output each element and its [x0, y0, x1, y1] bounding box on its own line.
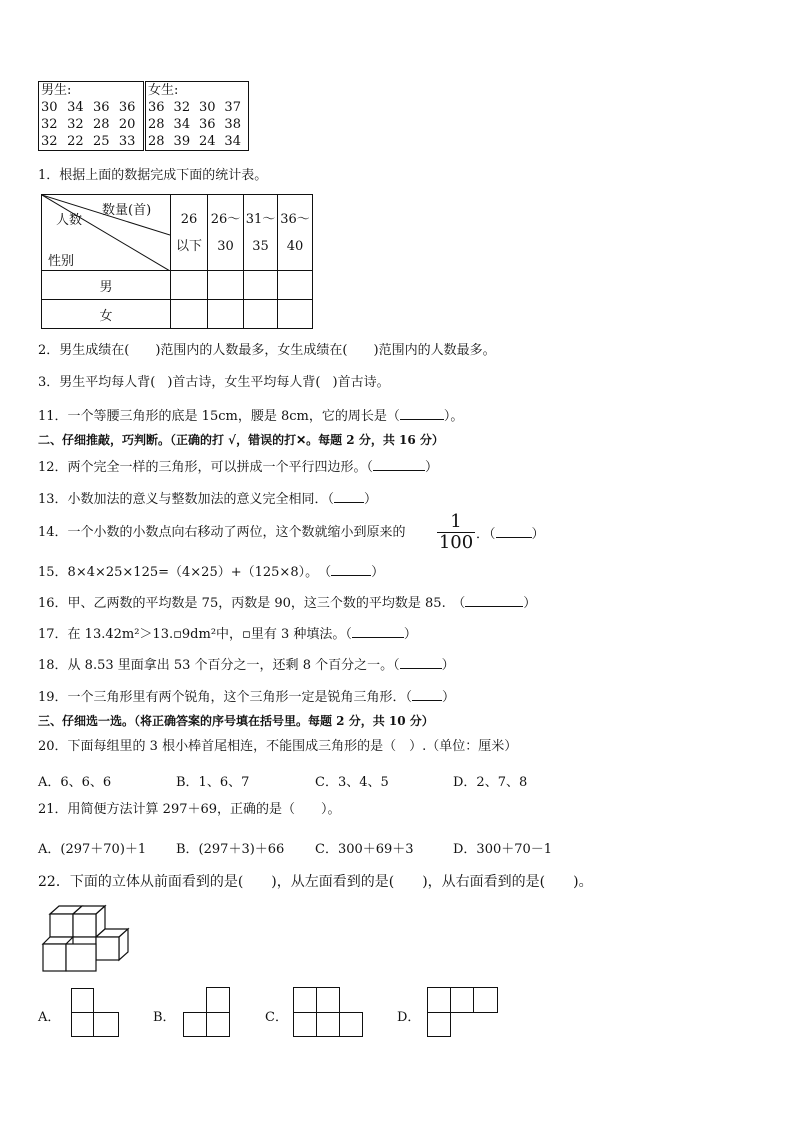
question-19: 19．一个三角形里有两个锐角，这个三角形一定是锐角三角形．（ ）: [38, 690, 456, 705]
girls-cell: 24: [198, 134, 216, 149]
boys-cell: 25: [92, 134, 110, 149]
girls-cell: 36: [148, 100, 165, 115]
q21-option-d[interactable]: D．300＋70－1: [453, 842, 553, 857]
q21-option-c[interactable]: C．300＋69＋3: [315, 842, 414, 857]
girls-cell: 37: [224, 100, 241, 115]
boys-cell: 30: [41, 100, 58, 115]
q22-view-c[interactable]: [293, 987, 363, 1037]
question-12: 12．两个完全一样的三角形，可以拼成一个平行四边形。（ ）: [38, 460, 439, 475]
girls-cell: 30: [198, 100, 216, 115]
boys-cell: 32: [67, 117, 84, 132]
answer-blank[interactable]: [400, 656, 442, 669]
range-col-1: 26 以下: [171, 195, 208, 271]
girls-data-table: [145, 81, 249, 151]
answer-cell[interactable]: [171, 300, 208, 329]
question-14: 14．一个小数的小数点向右移动了两位，这个数就缩小到原来的: [38, 525, 406, 540]
answer-cell[interactable]: [208, 300, 244, 329]
q22-view-a[interactable]: [71, 988, 119, 1037]
q22-label-d[interactable]: D．: [397, 1010, 421, 1025]
boys-cell: 22: [67, 134, 84, 149]
girls-cell: 34: [173, 117, 191, 132]
answer-blank[interactable]: [496, 525, 532, 538]
girls-cell: 38: [224, 117, 241, 132]
question-20: 20．下面每组里的 3 根小棒首尾相连，不能围成三角形的是（ ）.（单位：厘米）: [38, 739, 518, 754]
header-quantity: 数量(首): [102, 203, 152, 218]
question-3: 3．男生平均每人背( )首古诗，女生平均每人背( )首古诗。: [38, 375, 390, 390]
girls-cell: 28: [148, 134, 165, 149]
boys-cell: 36: [118, 100, 136, 115]
question-17: 17．在 13.42m²＞13.▫9dm²中，▫里有 3 种填法。（ ）: [38, 627, 417, 642]
girls-cell: 34: [224, 134, 241, 149]
answer-cell[interactable]: [278, 271, 313, 300]
question-2: 2．男生成绩在( )范围内的人数最多，女生成绩在( )范围内的人数最多。: [38, 343, 496, 358]
answer-blank[interactable]: [352, 625, 404, 638]
q20-option-a[interactable]: A．6、6、6: [38, 775, 112, 790]
question-21: 21．用简便方法计算 297＋69，正确的是（ ）。: [38, 802, 341, 817]
range-col-3: 31～ 35: [244, 195, 278, 271]
diagonal-header-cell: [42, 195, 171, 271]
answer-blank[interactable]: [331, 563, 371, 576]
q20-option-d[interactable]: D．2、7、8: [453, 775, 528, 790]
section-3-heading: 三、仔细选一选。（将正确答案的序号填在括号里。每题 2 分，共 10 分）: [38, 714, 434, 728]
range-col-2: 26～ 30: [208, 195, 244, 271]
range-col-4: 36～ 40: [278, 195, 313, 271]
boys-cell: 28: [92, 117, 110, 132]
answer-blank[interactable]: [334, 490, 364, 503]
girls-title: 女生:: [148, 83, 179, 98]
girls-cell: 36: [198, 117, 216, 132]
question-14-tail: ．（ ）: [476, 527, 545, 542]
boys-cell: 36: [92, 100, 110, 115]
answer-blank[interactable]: [373, 458, 425, 471]
answer-cell[interactable]: [244, 271, 278, 300]
girls-cell: 39: [173, 134, 191, 149]
boys-cell: 33: [118, 134, 136, 149]
question-13: 13．小数加法的意义与整数加法的意义完全相同．（ ）: [38, 492, 378, 507]
boys-cell: 32: [41, 134, 58, 149]
boys-title: 男生:: [41, 83, 72, 98]
statistics-table: [41, 194, 313, 329]
boys-cell: 20: [118, 117, 136, 132]
section-2-heading: 二、仔细推敲，巧判断。（正确的打 √，错误的打✕。每题 2 分，共 16 分）: [38, 433, 444, 447]
question-11: 11．一个等腰三角形的底是 15cm，腰是 8cm，它的周长是（ ）。: [38, 409, 464, 424]
question-18: 18．从 8.53 里面拿出 53 个百分之一，还剩 8 个百分之一。（ ）: [38, 658, 455, 673]
girls-cell: 28: [148, 117, 165, 132]
q20-option-c[interactable]: C．3、4、5: [315, 775, 389, 790]
q22-view-b[interactable]: [183, 987, 230, 1037]
row-label-female: 女: [42, 300, 171, 329]
header-people: 人数: [56, 213, 83, 228]
boys-data-table: [38, 81, 144, 151]
question-1: 1．根据上面的数据完成下面的统计表。: [38, 168, 268, 183]
q21-option-a[interactable]: A．(297＋70)＋1: [38, 842, 147, 857]
answer-cell[interactable]: [171, 271, 208, 300]
q21-option-b[interactable]: B．(297＋3)＋66: [176, 842, 285, 857]
question-22: 22．下面的立体从前面看到的是( )，从左面看到的是( )，从右面看到的是( )。: [38, 874, 593, 890]
q20-option-b[interactable]: B．1、6、7: [176, 775, 250, 790]
answer-cell[interactable]: [208, 271, 244, 300]
answer-blank[interactable]: [412, 688, 442, 701]
fraction-1-100: 1 100: [438, 511, 474, 553]
q22-label-b[interactable]: B．: [153, 1010, 176, 1025]
question-16: 16．甲、乙两数的平均数是 75，丙数是 90，这三个数的平均数是 85. （ ）: [38, 596, 537, 611]
boys-cell: 32: [41, 117, 58, 132]
answer-blank[interactable]: [400, 407, 444, 420]
answer-cell[interactable]: [244, 300, 278, 329]
header-gender: 性别: [48, 254, 75, 269]
answer-cell[interactable]: [278, 300, 313, 329]
question-15: 15．8×4×25×125=（4×25）+（125×8）。 （ ）: [38, 565, 385, 580]
girls-cell: 32: [173, 100, 191, 115]
cube-stack-figure: [40, 903, 134, 975]
q22-view-d[interactable]: [427, 987, 498, 1037]
answer-blank[interactable]: [465, 594, 523, 607]
q22-label-c[interactable]: C．: [265, 1010, 288, 1025]
q22-label-a[interactable]: A．: [38, 1010, 61, 1025]
boys-cell: 34: [67, 100, 84, 115]
row-label-male: 男: [42, 271, 171, 300]
